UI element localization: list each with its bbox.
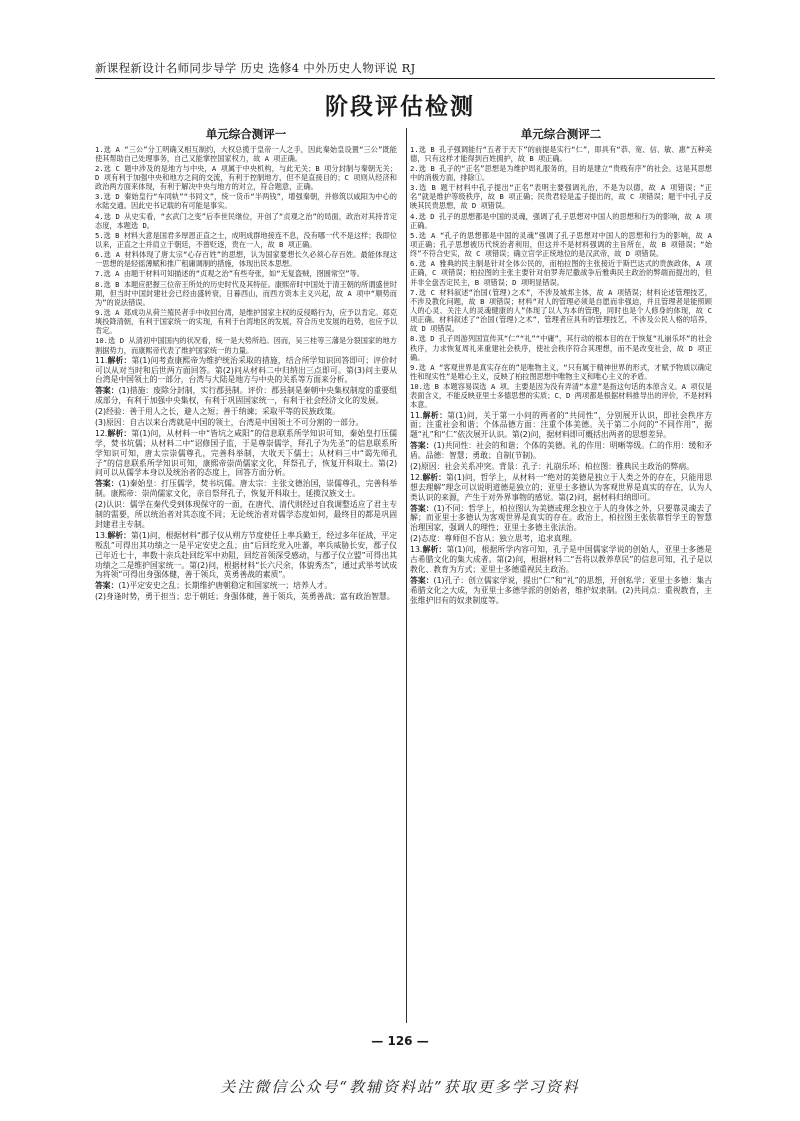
left-item bbox=[95, 192, 397, 210]
item-text: (1)平定安史之乱；长期维护唐朝稳定和国家统一；培养人才。 bbox=[118, 581, 333, 591]
item-text: (1)措施：废除分封制，实行郡县制。评价：郡县制是秦朝中央集权制度的重要组成部分，有利于加强中央集权，有利于巩固国家统一，有利于社会经济文化的发展。 bbox=[95, 386, 397, 406]
item-number: 4. bbox=[95, 211, 104, 221]
item-text: 第(1)问，哲学上，从材料一“绝对的美德是独立于人类之外的存在，只能用思想去理解”理念可以说明道德是独立的；亚里士多德认为客观世界是真实的存在，认为人类认识的来源，产生于对外界事物的感觉。第(2)问，据材料归纳即可。 bbox=[410, 472, 712, 502]
item-text: 选 B 孔子的“正名”思想是为维护周礼服务的，目的是建立“贵贱有序”的社会。这是其思想中的消极方面，排除①。 bbox=[410, 163, 712, 183]
item-number: 2. bbox=[410, 163, 419, 173]
right-item bbox=[410, 382, 712, 409]
item-label: 答案： bbox=[95, 581, 119, 591]
right-item bbox=[410, 462, 712, 472]
item-text: 选 B 材料大意是国君多厚恩正直之士，成明成群地接连不息，没有哪一代不是这样；我即位以来，正直之士并肩立于朝廷，不曾贬逐，贵在一人，故 B 项正确。 bbox=[95, 230, 397, 249]
item-number: 11. bbox=[410, 410, 423, 420]
item-text: (2)身逢时势，勇于担当；忠于朝廷；身强体健，善于领兵，英勇善战；富有政治智慧。 bbox=[95, 592, 395, 602]
right-item bbox=[410, 504, 712, 534]
item-label: 解析： bbox=[422, 472, 446, 482]
item-number: 12. bbox=[95, 428, 108, 438]
right-item bbox=[410, 576, 712, 606]
left-item bbox=[95, 250, 397, 268]
left-item bbox=[95, 581, 397, 591]
item-text: (1)不同：哲学上，柏拉图认为美德或理念独立于人的身体之外，只要靠灵魂去了解；而亚里士多德认为客观世界是真实的存在。政治上，柏拉图主张依靠哲学王的智慧治理国家，强调人的理性；亚里士多德主张法治。 bbox=[410, 503, 712, 533]
column-divider bbox=[406, 128, 407, 1023]
item-text: 选 C 题中涉及的是地方与中央，A 项属于中央机构，与此无关；B 项分封制与秦朝无关；D 项有利于加强中央和地方之间的交流，有利于控制地方，但不是直接目的；C 项则从经济和政治两方面来体现，有利于解决中央与地方的对立，符合题意，正确。 bbox=[95, 163, 397, 192]
item-text: 选 A “孔子的思想都是中国的灵魂”强调了孔子思想对中国人的思想和行为的影响，故 A 项正确；孔子思想被历代统治者利用，但这并不是材料强调的主旨所在，故 B 项错误；“始终”不符合史实，故 C 项错误；确立官学正统地位的是汉武帝，故 D 项错误。 bbox=[410, 230, 712, 259]
left-column bbox=[95, 125, 397, 1027]
item-text: 选 D 从清初中国国内的状况看，统一是大势所趋。因而，吴三桂等三藩是分裂国家的地方割据势力，而康熙帝代表了维护国家统一的力量。 bbox=[95, 336, 397, 355]
item-number: 1. bbox=[410, 144, 419, 154]
item-number: 6. bbox=[95, 250, 104, 260]
left-item bbox=[95, 212, 397, 230]
item-text: 第(1)问考查康熙帝为维护统治采取的措施，结合所学知识回答即可；评价时可以从对当时和后世两方面回答。第(2)问从材料二中归纳出三点即可。第(3)问主要从台湾是中国领土的一部分，台湾与大陆是地方与中央的关系等方面来分析。 bbox=[95, 355, 397, 385]
page-header: 新课程新设计名师同步导学 历史 选修4 中外历史人物评说 RJ bbox=[95, 61, 416, 75]
item-text: 选 B 题干材料中孔子提出“正名”表明主要强调礼治，不是为以德，故 A 项错误；“正名”就是维护等级秩序，故 B 项正确；民贵君轻是孟子提出的，故 C 项错误；题干中孔子反映其民贵思想，故 D 项错误。 bbox=[410, 183, 712, 211]
item-text: (2)认识：儒学在秦代受到体现保守的一面，在唐代、清代则经过自我调整适应了君主专制的需要，所以统治者对其态度不同；无论统治者对儒学态度如何，最终目的都是巩固封建君主专制。 bbox=[95, 500, 397, 529]
item-text: 选 A 材料体现了唐太宗“心存百姓”的思想，认为国家要想长久必须心存百姓。最能体现这一思想的是轻徭薄赋和推广租庸调制的措施，体现出民本思想。 bbox=[95, 250, 397, 269]
item-number: 7. bbox=[410, 287, 419, 297]
left-item bbox=[95, 429, 397, 478]
item-number: 5. bbox=[95, 230, 104, 240]
item-text: 选 C 材料叙述“治国(管理)之术”，不涉及城邦主体，故 A 项错误；材料论述管理技艺，不涉及教化问题，故 B 项错误；材料“对人的管理必须是自愿而非强迫，并且管理者是能照顾人的心灵、关注人的灵魂健康的人”体现了以人为本的管理，同时也是个人修身的体现，故 C 项正确。材料叙述了“治国(管理)之术”，管理者应具有的管理技艺，不涉及公民人格的培养，故 D 项错误。 bbox=[410, 287, 712, 334]
item-number: 4. bbox=[410, 211, 419, 221]
right-item bbox=[410, 164, 712, 182]
left-item bbox=[95, 336, 397, 354]
item-text: 第(1)问，关于第一小问的两者的“共同性”，分别展开认识，即社会秩序方面；注重社会和谐；个体品德方面：注重个体美德。关于第二小问的“不同作用”，据题“礼”和“仁”依次展开认识。第(2)问，据材料即可概括出两者的思想差异。 bbox=[410, 410, 712, 440]
item-label: 解析： bbox=[107, 428, 132, 438]
right-item bbox=[410, 534, 712, 544]
item-label: 答案： bbox=[95, 386, 119, 396]
item-number: 8. bbox=[95, 279, 104, 289]
right-item bbox=[410, 473, 712, 503]
right-item bbox=[410, 334, 712, 361]
right-column bbox=[410, 125, 712, 1027]
item-label: 答案： bbox=[95, 479, 119, 489]
left-column-title: 单元综合测评一 bbox=[205, 127, 287, 141]
right-item bbox=[410, 363, 712, 381]
right-item bbox=[410, 411, 712, 441]
item-number: 12. bbox=[410, 472, 423, 482]
left-item bbox=[95, 280, 397, 307]
item-label: 答案： bbox=[410, 441, 434, 451]
left-item bbox=[95, 479, 397, 499]
left-item bbox=[95, 407, 397, 417]
item-text: (2)经验：善于用人之长，避人之短；善于纳谏；采取平等的民族政策。 bbox=[95, 407, 340, 417]
item-number: 9. bbox=[95, 307, 104, 317]
item-number: 3. bbox=[95, 192, 104, 202]
right-item bbox=[410, 145, 712, 163]
left-item bbox=[95, 356, 397, 386]
item-number: 5. bbox=[410, 230, 419, 240]
item-text: 选 A 由题干材料可知描述的“贞观之治”有些夸张，如“无复盗贼，囹圄常空”等。 bbox=[103, 269, 364, 279]
item-number: 10. bbox=[410, 382, 423, 392]
item-label: 解析： bbox=[422, 410, 448, 420]
right-column-title: 单元综合测评二 bbox=[520, 127, 602, 141]
item-number: 1. bbox=[95, 144, 104, 154]
right-items bbox=[410, 145, 712, 606]
footer-note: 关注微信公众号“教辅资料站”获取更多学习资料 bbox=[220, 1078, 580, 1096]
left-item bbox=[95, 145, 397, 163]
item-label: 解析： bbox=[107, 530, 131, 540]
item-number: 8. bbox=[410, 334, 419, 344]
item-label: 解析： bbox=[422, 545, 447, 555]
item-text: 第(1)问，根据所学内容可知，孔子是中国儒家学说的创始人，亚里士多德是古希腊文化的集大成者。第(2)问，根据材料二“吾将以教养草民”的信息可知，孔子是以教化、教育为方式；亚里士多德重视民主政治。 bbox=[410, 545, 712, 574]
item-text: 选 D 孔子的思想都是中国的灵魂，强调了孔子思想对中国人的思想和行为的影响，故 A 项正确。 bbox=[410, 211, 712, 230]
item-text: (3)原因：自古以来台湾就是中国的领土，台湾是中国领土不可分割的一部分。 bbox=[95, 418, 364, 428]
left-item bbox=[95, 164, 397, 191]
item-number: 9. bbox=[410, 362, 419, 372]
right-item bbox=[410, 212, 712, 230]
header-rule bbox=[95, 78, 715, 79]
right-item bbox=[410, 288, 712, 334]
item-number: 11. bbox=[95, 355, 108, 365]
left-item bbox=[95, 231, 397, 249]
item-text: 选 D 孔子周游列国宣传其“仁”“礼”“中庸”，其行动的根本目的在于恢复“礼崩乐坏”的社会秩序，力求恢复周礼来重建社会秩序，使社会秩序符合其理想，而不是改变社会，故 D 项正确。 bbox=[410, 334, 712, 362]
left-item bbox=[95, 386, 397, 406]
item-label: 答案： bbox=[410, 503, 434, 513]
item-text: 选 D 从史实看，“玄武门之变”后李世民继位，开创了“贞观之治”的局面，政治对其持肯定态度，本题选 D。 bbox=[95, 211, 397, 230]
left-item bbox=[95, 592, 397, 602]
item-label: 答案： bbox=[410, 575, 434, 585]
right-item bbox=[410, 183, 712, 210]
left-item bbox=[95, 500, 397, 530]
item-label: 解析： bbox=[107, 355, 132, 365]
left-items bbox=[95, 145, 397, 602]
item-text: 选 B 本题容易误选 A 项。主要是因为没有弄清“本意”是指这句话的本原含义。A 项仅是表面含义，不能反映亚里士多德思想的实质；C、D 两项都是根据材料推导出的评价，不是材料本意。 bbox=[410, 382, 712, 410]
left-item bbox=[95, 418, 397, 428]
item-number: 7. bbox=[95, 269, 104, 279]
page-title: 阶段评估检测 bbox=[325, 94, 475, 120]
item-text: (1)孔子：创立儒家学说，提出“仁”和“礼”的思想，开创私学；亚里士多德：集古希腊文化之大成，为亚里士多德学派的创始者，维护奴隶制。(2)共同点：重视教育，主张维护旧有的奴隶制度等。 bbox=[410, 575, 712, 605]
item-text: 选 A 郑成功从荷兰殖民者手中收回台湾，是维护国家主权的反侵略行为，应予以肯定。郑克塽投降清朝，有利于国家统一的实现，有利于台湾地区的发展，符合历史发展的趋势，也应予以肯定。 bbox=[95, 307, 397, 336]
left-item bbox=[95, 308, 397, 335]
item-number: 6. bbox=[410, 259, 419, 269]
item-text: (2)原因：社会关系冲突。背景：孔子：礼崩乐坏；柏拉图：雅典民主政治的弊病。 bbox=[410, 461, 694, 471]
right-item bbox=[410, 545, 712, 575]
item-text: 选 D 秦始皇行“车同轨”“书同文”，统一货币“半两钱”，增强秦朝，并修筑以咸阳为中心的水陆交通。因此史书记载的有可能是事实。 bbox=[95, 192, 397, 211]
item-text: 选 B 孔子强调能行“五者于天下”的前提是实行“仁”，即具有“恭、宽、信、敏、惠”五种美德，只有这样才能得到百姓拥护，故 B 项正确。 bbox=[410, 144, 712, 163]
item-text: 选 B 本题应把握三位帝王所处的历史时代及其特征。康熙帝时中国处于清王朝的所谓盛世时期，但当时中国封建社会已经由盛转衰，日暮西山，而西方资本主义兴起，故 A 项中“顺势而为”的说法错误。 bbox=[95, 279, 397, 307]
right-item bbox=[410, 259, 712, 286]
left-item bbox=[95, 269, 397, 278]
item-text: 选 A 雅典的民主制是针对全体公民的，而柏拉图的主张接近于斯巴达式的贵族政体，A 项正确，C 项错误；柏拉图的主张主要针对伯罗奔尼撒战争后雅典民主政治的弊端而提出的，但并非全盘否定民主，B 项错误；D 项明显错误。 bbox=[410, 259, 712, 287]
item-number: 13. bbox=[410, 545, 423, 555]
item-number: 13. bbox=[95, 530, 108, 540]
item-number: 3. bbox=[410, 183, 419, 193]
right-item bbox=[410, 231, 712, 258]
item-text: (1)秦始皇：打压儒学，焚书坑儒。唐太宗：主张文德治国，崇儒尊孔，完善科举制。康熙帝：崇尚儒家文化，亲自祭拜孔子，恢复开科取士，延揽汉族文士。 bbox=[95, 479, 397, 499]
item-text: 选 A “三公”分工明确又相互制约，大权总揽于皇帝一人之手，因此秦始皇设置“三公”既能使其帮助自己处理事务，自己又能掌控国家权力，故 A 项正确。 bbox=[95, 144, 397, 163]
item-number: 2. bbox=[95, 163, 104, 173]
item-number: 10. bbox=[95, 336, 108, 346]
page-number: — 126 — bbox=[371, 1034, 429, 1048]
item-text: (1)共同性：社会的和谐；个体的美德。礼的作用：明晰等级。仁的作用：缓和矛盾。品德：智慧；勇敢；自制(节制)。 bbox=[410, 441, 712, 461]
item-text: (2)态度：尊师但不盲从；独立思考，追求真理。 bbox=[410, 534, 577, 544]
item-text: 第(1)问，从材料一中“皆坑之咸阳”的信息联系所学知识可知，秦始皇打压儒学，焚书坑儒；从材料二中“诏修国子监，于是尊崇儒学，拜孔子为先圣”的信息联系所学知识可知，唐太宗崇儒尊孔，完善科举制，大收天下儒士；从材料三中“谒先师孔子”的信息联系所学知识可知，康熙帝崇尚儒家文化，拜祭孔子，恢复开科取士。第(2)问可以从儒学本身以及统治者的态度上，回答方面分析。 bbox=[95, 428, 397, 478]
item-text: 第(1)问，根据材料“郡子仪从朔方节度使任上率兵勤王，经过多年征战，平定叛乱”可得出其功绩之一是平定安史之乱；由“后回纥党入吐蕃，率兵威胁长安，郡子仪已年近七十，率数十亲兵赴回纥军中劝阻，回纥首领深受感动，与郡子仪立盟”可得出其功绩之二是维护国家统一。第(2)问，根据材料“长六尺余，体貌秀杰”，通过武举考试成为将领“可得出身强体健，善于领兵，英勇善战的素质”。 bbox=[95, 530, 397, 580]
right-item bbox=[410, 441, 712, 461]
left-item bbox=[95, 531, 397, 580]
item-text: 选 A “客观世界是真实存在的”是唯物主义，“只有属于精神世界的形式，才赋予物质以确定性和现实性”是唯心主义，反映了柏拉图思想中唯物主义和唯心主义的矛盾。 bbox=[410, 362, 712, 381]
